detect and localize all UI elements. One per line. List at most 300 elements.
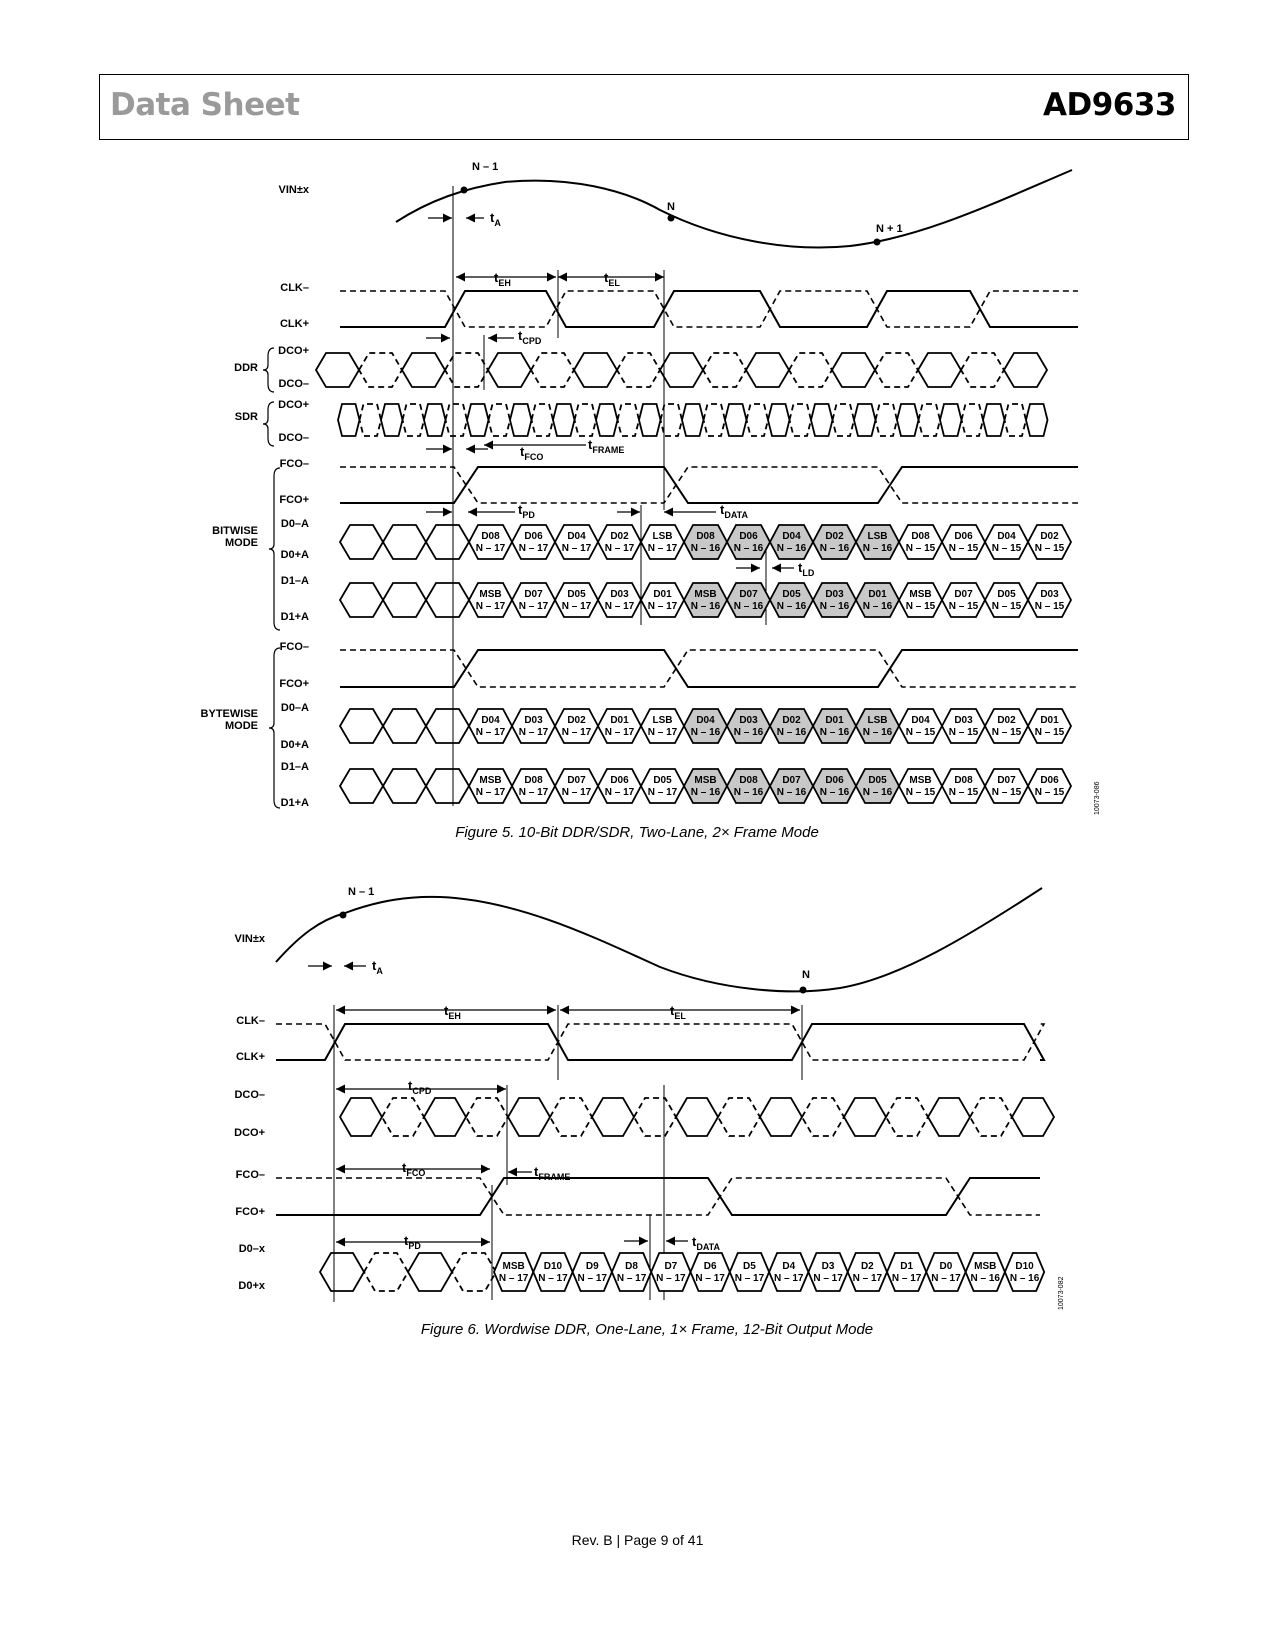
fig6-dco-eye-13 (886, 1098, 928, 1136)
fig5-label-sdr-dco-minus: DCO– (278, 432, 309, 444)
fig6-vin-waveform (276, 888, 1042, 991)
fig5-sdr-dco-eye-18 (725, 404, 747, 436)
fig5-label-d1-plus: D1+A (280, 611, 309, 623)
fig5-sdr-dco-eye-3 (403, 404, 425, 436)
fig5-bit-d1-cell-0-sample: N – 17 (475, 601, 506, 612)
fig6-dco-eye-6 (592, 1098, 634, 1136)
figure-6-diagram (234, 886, 1054, 1302)
fig5-ddr-dco-eye-3 (445, 353, 488, 387)
fig6-dco-eye-4 (508, 1098, 550, 1136)
fig5-byte-d1-cell-2-bit: D07 (567, 775, 586, 786)
fig5-ddr-dco-eye-2 (402, 353, 445, 387)
fig5-byte-d0-cell-7-sample: N – 16 (776, 727, 807, 738)
fig5-sdr-dco-eye-26 (897, 404, 919, 436)
fig6-d0-cell-11 (926, 1253, 965, 1291)
fig5-bit-d0-cell-0-bit: D08 (481, 531, 500, 542)
fig6-sample-n-minus-1 (340, 912, 347, 919)
fig5-label-ddr: DDR (234, 362, 258, 374)
fig5-sdr-dco-eye-17 (704, 404, 726, 436)
fig5-byte-d0-cell-8-bit: D01 (825, 715, 844, 726)
fig6-dco-eye-1 (382, 1098, 424, 1136)
fig5-sdr-dco-eye-16 (682, 404, 704, 436)
fig6-d0-cell-3-bit: D8 (625, 1261, 638, 1272)
fig5-byte-d0-cell-5-sample: N – 16 (690, 727, 721, 738)
fig5-bit-d0-cell-9-bit: LSB (867, 531, 888, 542)
fig6-d0-cell-0-bit: MSB (502, 1261, 525, 1272)
fig5-byte-d1-cell-13-bit: D06 (1040, 775, 1059, 786)
fig5-sdr-dco-eye-28 (940, 404, 962, 436)
fig6-d0-cell-5-bit: D6 (703, 1261, 717, 1272)
fig5-bit-d0-cell-12-bit: D04 (997, 531, 1016, 542)
fig6-label-fco-minus: FCO– (235, 1169, 265, 1181)
fig5-byte-d0-cell-1-sample: N – 17 (518, 727, 549, 738)
fig5-bit-d0-pre-eye-0 (340, 525, 383, 559)
fig5-byte-d1-cell-4-bit: D05 (653, 775, 672, 786)
fig5-byte-d0-pre-eye-1 (383, 709, 426, 743)
fig6-d0-cell-9-bit: D2 (860, 1261, 874, 1272)
fig5-sdr-dco-eye-10 (553, 404, 575, 436)
fig6-label-tfco: $t_{FCO}$ (402, 1160, 426, 1178)
fig6-d0-cell-1-sample: N – 17 (538, 1273, 568, 1284)
fig5-byte-d0-cell-13-bit: D01 (1040, 715, 1059, 726)
fig6-d0-cell-7 (769, 1253, 808, 1291)
fig6-dco-eye-7 (634, 1098, 676, 1136)
fig5-bit-d0-cell-9-sample: N – 16 (862, 543, 893, 554)
fig5-label-clk-minus: CLK– (280, 282, 309, 294)
fig6-d0-cell-3-sample: N – 17 (616, 1273, 647, 1284)
fig5-bit-d1-cell-5-bit: MSB (694, 589, 717, 600)
fig5-byte-d0-cell-1-bit: D03 (524, 715, 543, 726)
fig5-bit-d0-cell-7-bit: D04 (782, 531, 801, 542)
fig5-bit-d1-cell-12-sample: N – 15 (991, 601, 1022, 612)
fig6-d0-pre-eye-3 (452, 1253, 496, 1291)
fig5-bit-d1-cell-10-bit: MSB (909, 589, 932, 600)
fig5-ddr-dco-eye-0 (316, 353, 359, 387)
fig5-byte-d1-cell-2-sample: N – 17 (561, 787, 592, 798)
fig5-ddr-dco-eye-4 (488, 353, 531, 387)
fig6-d0-cell-8-sample: N – 17 (813, 1273, 843, 1284)
fig5-bit-d0-cell-7-sample: N – 16 (776, 543, 807, 554)
fig6-sample-n (800, 987, 807, 994)
fig6-d0-cell-4-sample: N – 17 (656, 1273, 686, 1284)
fig5-label-d0-minus: D0–A (280, 518, 309, 530)
fig5-bit-d1-cell-6-bit: D07 (739, 589, 758, 600)
fig5-byte-fco-complement (340, 650, 1078, 687)
fig5-ddr-dco-eye-6 (574, 353, 617, 387)
fig6-d0-cell-3 (612, 1253, 651, 1291)
fig5-label-fco-plus: FCO+ (279, 494, 309, 506)
fig5-bit-d1-cell-3-sample: N – 17 (604, 601, 635, 612)
fig5-byte-d0-cell-7-bit: D02 (782, 715, 801, 726)
fig6-sample-label-n-minus-1: N – 1 (348, 886, 375, 898)
fig6-d0-cell-8-bit: D3 (821, 1261, 835, 1272)
fig5-byte-d1-cell-6-sample: N – 16 (733, 787, 764, 798)
fig6-d0-cell-6 (730, 1253, 769, 1291)
fig5-label-ddr-dco-minus: DCO– (278, 378, 309, 390)
fig5-ddr-dco-eye-12 (832, 353, 875, 387)
fig6-d0-cell-0-sample: N – 17 (498, 1273, 529, 1284)
fig6-d0-cell-6-sample: N – 17 (734, 1273, 765, 1284)
fig5-bit-d0-cell-8-bit: D02 (825, 531, 844, 542)
fig5-sample-label-n-minus-1: N – 1 (472, 161, 499, 173)
fig5-bit-d1-pre-eye-1 (383, 583, 426, 617)
fig5-label-clk-plus: CLK+ (279, 318, 309, 330)
fig5-bit-d1-cell-11-bit: D07 (954, 589, 973, 600)
header-part-number: AD9633 (1042, 87, 1176, 123)
fig5-brace-sdr (263, 402, 274, 446)
fig5-bit-d1-cell-13-sample: N – 15 (1034, 601, 1065, 612)
fig5-fco-true (340, 467, 1078, 503)
fig5-label-byte-d1-plus: D1+A (280, 797, 309, 809)
fig5-bit-d0-cell-10-sample: N – 15 (905, 543, 936, 554)
fig6-d0-cell-11-bit: D0 (939, 1261, 953, 1272)
fig5-byte-d0-cell-11-bit: D03 (954, 715, 973, 726)
fig5-byte-d1-pre-eye-2 (426, 769, 469, 803)
fig5-label-bitwise-mode: MODE (225, 537, 258, 549)
fig5-bit-d1-cell-1-bit: D07 (524, 589, 543, 600)
fig6-d0-cell-13-sample: N – 16 (1009, 1273, 1040, 1284)
fig6-clk-complement (276, 1024, 1044, 1060)
fig5-byte-d0-cell-11-sample: N – 15 (948, 727, 979, 738)
fig5-sdr-dco-eye-20 (768, 404, 790, 436)
fig5-bit-d1-cell-4-sample: N – 17 (647, 601, 678, 612)
fig6-d0-cell-9-sample: N – 17 (852, 1273, 883, 1284)
fig6-label-tcpd: $t_{CPD}$ (408, 1078, 432, 1096)
fig5-byte-d0-cell-9-bit: LSB (867, 715, 888, 726)
fig5-byte-d1-cell-1-bit: D08 (524, 775, 543, 786)
fig6-dco-eye-9 (718, 1098, 760, 1136)
fig5-sdr-dco-eye-4 (424, 404, 446, 436)
fig6-d0-cell-7-bit: D4 (782, 1261, 796, 1272)
fig6-d0-cell-10 (887, 1253, 926, 1291)
fig5-byte-d0-cell-4-bit: LSB (652, 715, 673, 726)
fig5-vin-waveform (396, 170, 1072, 248)
fig6-d0-cell-1 (533, 1253, 572, 1291)
fig5-byte-d0-cell-8-sample: N – 16 (819, 727, 850, 738)
fig5-label-tpd: $t_{PD}$ (518, 502, 535, 520)
fig5-bit-d0-cell-13-sample: N – 15 (1034, 543, 1065, 554)
fig6-dco-eye-10 (760, 1098, 802, 1136)
fig5-ddr-dco-eye-5 (531, 353, 574, 387)
fig5-sdr-dco-eye-25 (876, 404, 898, 436)
fig5-label-tfco: $t_{FCO}$ (520, 444, 544, 462)
fig6-label-dco-plus: DCO+ (234, 1127, 265, 1139)
fig5-byte-d1-cell-10-bit: MSB (909, 775, 932, 786)
fig5-byte-d1-cell-10-sample: N – 15 (905, 787, 936, 798)
fig5-ddr-dco-eye-11 (789, 353, 832, 387)
fig5-byte-d1-cell-7-sample: N – 16 (776, 787, 807, 798)
fig6-d0-cell-2-sample: N – 17 (577, 1273, 607, 1284)
fig5-ddr-dco-eye-14 (918, 353, 961, 387)
fig5-byte-d1-cell-0-bit: MSB (479, 775, 502, 786)
fig5-ddr-dco-eye-13 (875, 353, 918, 387)
fig5-sample-label-n-plus-1: N + 1 (876, 223, 903, 235)
fig5-byte-d1-cell-5-bit: MSB (694, 775, 717, 786)
figure-6-code: 10073-082 (1058, 1276, 1065, 1310)
fig5-sample-n-plus-1 (874, 239, 881, 246)
fig5-sdr-dco-eye-2 (381, 404, 403, 436)
fig5-brace-ddr (263, 348, 274, 392)
fig5-byte-d1-cell-11-bit: D08 (954, 775, 973, 786)
fig5-byte-d0-cell-0-sample: N – 17 (475, 727, 506, 738)
fig5-byte-d0-cell-10-sample: N – 15 (905, 727, 936, 738)
fig5-sdr-dco-eye-30 (983, 404, 1005, 436)
fig6-label-clk-minus: CLK– (236, 1015, 265, 1027)
fig5-bit-d0-cell-13-bit: D02 (1040, 531, 1059, 542)
fig5-byte-d0-cell-10-bit: D04 (911, 715, 930, 726)
fig6-d0-cell-5-sample: N – 17 (695, 1273, 725, 1284)
fig6-dco-eye-3 (466, 1098, 508, 1136)
fig5-bit-d0-cell-8-sample: N – 16 (819, 543, 850, 554)
fig5-byte-d1-cell-5-sample: N – 16 (690, 787, 721, 798)
fig6-d0-cell-0 (494, 1253, 533, 1291)
fig6-d0-cell-4-bit: D7 (664, 1261, 678, 1272)
fig5-bit-d1-cell-5-sample: N – 16 (690, 601, 721, 612)
fig5-bit-d1-cell-6-sample: N – 16 (733, 601, 764, 612)
fig5-sample-label-n: N (667, 201, 675, 213)
fig6-label-ta: $t_A$ (372, 958, 383, 976)
fig5-bit-d0-pre-eye-1 (383, 525, 426, 559)
fig5-sdr-dco-eye-6 (467, 404, 489, 436)
fig5-byte-fco-true (340, 650, 1078, 687)
fig5-byte-d1-pre-eye-0 (340, 769, 383, 803)
fig5-label-teh: $t_{EH}$ (494, 270, 511, 288)
fig5-bit-d0-cell-5-sample: N – 16 (690, 543, 721, 554)
fig5-bit-d1-cell-0-bit: MSB (479, 589, 502, 600)
fig5-bit-d1-pre-eye-0 (340, 583, 383, 617)
fig5-bit-d1-cell-8-bit: D03 (825, 589, 844, 600)
fig5-bit-d0-cell-11-bit: D06 (954, 531, 973, 542)
fig6-dco-eye-15 (970, 1098, 1012, 1136)
fig5-fco-complement (340, 467, 1078, 503)
fig5-byte-d0-cell-12-sample: N – 15 (991, 727, 1022, 738)
fig5-byte-d1-cell-12-sample: N – 15 (991, 787, 1022, 798)
fig6-d0-cell-7-sample: N – 17 (774, 1273, 804, 1284)
fig6-d0-pre-eye-2 (408, 1253, 452, 1291)
fig5-brace-bytewise (269, 648, 280, 808)
fig5-bit-d0-cell-6-bit: D06 (739, 531, 758, 542)
fig6-d0-cell-2 (573, 1253, 612, 1291)
fig5-label-d1-minus: D1–A (280, 575, 309, 587)
fig6-d0-pre-eye-0 (320, 1253, 364, 1291)
fig5-byte-d1-cell-13-sample: N – 15 (1034, 787, 1065, 798)
fig5-bit-d0-cell-2-sample: N – 17 (561, 543, 592, 554)
fig5-bit-d0-cell-2-bit: D04 (567, 531, 586, 542)
fig5-bit-d1-cell-10-sample: N – 15 (905, 601, 936, 612)
fig5-bit-d1-cell-2-bit: D05 (567, 589, 586, 600)
fig6-d0-cell-12-sample: N – 16 (970, 1273, 1000, 1284)
fig6-d0-cell-12-bit: MSB (974, 1261, 997, 1272)
fig5-sdr-dco-eye-27 (919, 404, 941, 436)
fig5-label-vin: VIN±x (278, 184, 309, 196)
fig5-sdr-dco-eye-13 (618, 404, 640, 436)
fig5-bit-d1-pre-eye-2 (426, 583, 469, 617)
fig6-dco-eye-16 (1012, 1098, 1054, 1136)
fig5-label-tframe: $t_{FRAME}$ (588, 437, 625, 455)
fig6-fco-complement (276, 1178, 1040, 1215)
fig6-label-fco-plus: FCO+ (235, 1206, 265, 1218)
fig5-ddr-dco-eye-8 (660, 353, 703, 387)
fig6-dco-eye-0 (340, 1098, 382, 1136)
fig5-sdr-dco-eye-23 (833, 404, 855, 436)
figure-5-caption: Figure 5. 10-Bit DDR/SDR, Two-Lane, 2× Frame Mode (455, 824, 819, 841)
fig5-sdr-dco-eye-31 (1005, 404, 1027, 436)
fig5-sdr-dco-eye-19 (747, 404, 769, 436)
fig5-bit-d1-cell-1-sample: N – 17 (518, 601, 549, 612)
fig5-bit-d0-pre-eye-2 (426, 525, 469, 559)
fig5-bit-d0-cell-1-sample: N – 17 (518, 543, 549, 554)
fig5-byte-d1-cell-0-sample: N – 17 (475, 787, 506, 798)
fig6-d0-cell-8 (808, 1253, 847, 1291)
fig5-label-tel: $t_{EL}$ (604, 270, 620, 288)
figure-5-code: 10073-086 (1094, 781, 1101, 815)
fig5-byte-d0-cell-5-bit: D04 (696, 715, 715, 726)
fig6-dco-eye-12 (844, 1098, 886, 1136)
fig6-dco-eye-5 (550, 1098, 592, 1136)
fig5-bit-d0-cell-3-sample: N – 17 (604, 543, 635, 554)
fig5-bit-d0-cell-4-bit: LSB (652, 531, 673, 542)
fig6-d0-cell-2-bit: D9 (585, 1261, 599, 1272)
fig5-label-byte-fco-minus: FCO– (279, 641, 309, 653)
fig5-bit-d1-cell-7-sample: N – 16 (776, 601, 807, 612)
fig5-sdr-dco-eye-24 (854, 404, 876, 436)
fig5-sdr-dco-eye-32 (1026, 404, 1048, 436)
fig5-bit-d1-cell-2-sample: N – 17 (561, 601, 592, 612)
fig5-bit-d0-cell-6-sample: N – 16 (733, 543, 764, 554)
fig5-byte-d0-cell-3-bit: D01 (610, 715, 629, 726)
fig6-d0-cell-1-bit: D10 (543, 1261, 563, 1272)
fig5-byte-d0-cell-3-sample: N – 17 (604, 727, 635, 738)
fig5-label-tdata: $t_{DATA}$ (720, 502, 749, 520)
fig6-label-d0-plus: D0+x (238, 1280, 265, 1292)
fig5-byte-d1-cell-6-bit: D08 (739, 775, 758, 786)
fig5-ddr-dco-eye-7 (617, 353, 660, 387)
fig6-label-tdata: $t_{DATA}$ (692, 1234, 721, 1252)
figure-6-caption: Figure 6. Wordwise DDR, One-Lane, 1× Frame, 12-Bit Output Mode (420, 1321, 874, 1338)
fig5-sample-n-minus-1 (461, 187, 468, 194)
fig5-sample-n (668, 215, 675, 222)
fig6-dco-eye-11 (802, 1098, 844, 1136)
fig5-sdr-dco-eye-9 (532, 404, 554, 436)
fig6-sample-label-n: N (802, 969, 810, 981)
fig6-label-dco-minus: DCO– (234, 1089, 265, 1101)
fig6-d0-cell-11-sample: N – 17 (931, 1273, 961, 1284)
fig6-label-tpd: $t_{PD}$ (404, 1233, 421, 1251)
fig6-d0-cell-13-bit: D10 (1015, 1261, 1034, 1272)
fig5-bit-d1-cell-3-bit: D03 (610, 589, 629, 600)
fig5-sdr-dco-eye-12 (596, 404, 618, 436)
fig5-bit-d0-cell-0-sample: N – 17 (475, 543, 506, 554)
fig5-label-fco-minus: FCO– (279, 458, 309, 470)
fig6-fco-true (276, 1178, 1040, 1215)
fig5-bit-d0-cell-1-bit: D06 (524, 531, 543, 542)
fig6-label-tel: $t_{EL}$ (670, 1003, 686, 1021)
header-section-title: Data Sheet (110, 87, 300, 123)
fig5-label-byte-d1-minus: D1–A (280, 761, 309, 773)
fig5-sdr-dco-eye-29 (962, 404, 984, 436)
fig5-byte-d1-cell-8-bit: D06 (825, 775, 844, 786)
fig6-d0-cell-10-bit: D1 (900, 1261, 914, 1272)
fig5-byte-d1-cell-11-sample: N – 15 (948, 787, 979, 798)
fig6-d0-cell-6-bit: D5 (743, 1261, 756, 1272)
fig5-bit-d0-cell-12-sample: N – 15 (991, 543, 1022, 554)
fig6-dco-eye-14 (928, 1098, 970, 1136)
fig5-bit-d1-cell-9-bit: D01 (868, 589, 887, 600)
fig5-sdr-dco-eye-0 (338, 404, 360, 436)
fig5-label-byte-d0-minus: D0–A (280, 702, 309, 714)
fig5-label-ddr-dco-plus: DCO+ (278, 345, 309, 357)
fig5-sdr-dco-eye-11 (575, 404, 597, 436)
fig5-label-byte-d0-plus: D0+A (280, 739, 309, 751)
fig5-label-bitwise: BITWISE (212, 525, 258, 537)
fig6-label-clk-plus: CLK+ (235, 1051, 265, 1063)
fig5-byte-d1-cell-7-bit: D07 (782, 775, 801, 786)
fig5-bit-d1-cell-9-sample: N – 16 (862, 601, 893, 612)
fig6-label-teh: $t_{EH}$ (444, 1003, 461, 1021)
fig6-dco-eye-2 (424, 1098, 466, 1136)
fig5-byte-d0-cell-6-sample: N – 16 (733, 727, 764, 738)
fig6-d0-cell-9 (848, 1253, 887, 1291)
fig6-d0-cell-13 (1005, 1253, 1044, 1291)
fig5-sdr-dco-eye-22 (811, 404, 833, 436)
fig5-clk-true (340, 291, 1078, 327)
fig5-bit-d1-cell-13-bit: D03 (1040, 589, 1059, 600)
fig5-bit-d0-cell-4-sample: N – 17 (647, 543, 678, 554)
fig5-sdr-dco-eye-14 (639, 404, 661, 436)
fig5-byte-d1-cell-1-sample: N – 17 (518, 787, 549, 798)
fig5-bit-d1-cell-11-sample: N – 15 (948, 601, 979, 612)
fig5-ddr-dco-eye-10 (746, 353, 789, 387)
fig6-d0-pre-eye-1 (364, 1253, 408, 1291)
fig5-sdr-dco-eye-21 (790, 404, 812, 436)
fig5-byte-d1-cell-12-bit: D07 (997, 775, 1016, 786)
fig5-byte-d0-cell-2-sample: N – 17 (561, 727, 592, 738)
fig5-sdr-dco-eye-1 (360, 404, 382, 436)
fig5-byte-d1-cell-4-sample: N – 17 (647, 787, 678, 798)
fig5-byte-d1-cell-8-sample: N – 16 (819, 787, 850, 798)
fig6-clk-true (276, 1024, 1044, 1060)
fig5-byte-d0-cell-6-bit: D03 (739, 715, 758, 726)
fig5-bit-d0-cell-5-bit: D08 (696, 531, 715, 542)
fig5-byte-d1-cell-3-sample: N – 17 (604, 787, 635, 798)
fig5-ddr-dco-eye-1 (359, 353, 402, 387)
fig5-sdr-dco-eye-5 (446, 404, 468, 436)
fig5-byte-d0-cell-0-bit: D04 (481, 715, 500, 726)
fig5-bit-d1-cell-7-bit: D05 (782, 589, 801, 600)
fig6-d0-cell-5 (691, 1253, 730, 1291)
fig5-clk-complement (340, 291, 1078, 327)
fig5-byte-d0-pre-eye-2 (426, 709, 469, 743)
page-footer: Rev. B | Page 9 of 41 (571, 1532, 704, 1548)
fig5-byte-d0-cell-4-sample: N – 17 (647, 727, 678, 738)
fig6-dco-eye-8 (676, 1098, 718, 1136)
fig5-brace-bitwise (269, 468, 280, 630)
fig5-byte-d0-cell-9-sample: N – 16 (862, 727, 893, 738)
fig6-label-vin: VIN±x (234, 933, 265, 945)
fig5-label-tcpd: $t_{CPD}$ (518, 328, 542, 346)
fig5-bit-d0-cell-3-bit: D02 (610, 531, 629, 542)
fig5-sdr-dco-eye-8 (510, 404, 532, 436)
fig5-label-sdr: SDR (234, 411, 258, 423)
fig5-byte-d0-cell-12-bit: D02 (997, 715, 1016, 726)
fig6-label-d0-minus: D0–x (238, 1243, 265, 1255)
fig5-label-d0-plus: D0+A (280, 549, 309, 561)
fig5-byte-d0-cell-2-bit: D02 (567, 715, 586, 726)
fig5-byte-d0-pre-eye-0 (340, 709, 383, 743)
fig5-bit-d1-cell-12-bit: D05 (997, 589, 1016, 600)
fig5-label-sdr-dco-plus: DCO+ (278, 399, 309, 411)
fig5-label-bytewise-mode: MODE (225, 720, 258, 732)
